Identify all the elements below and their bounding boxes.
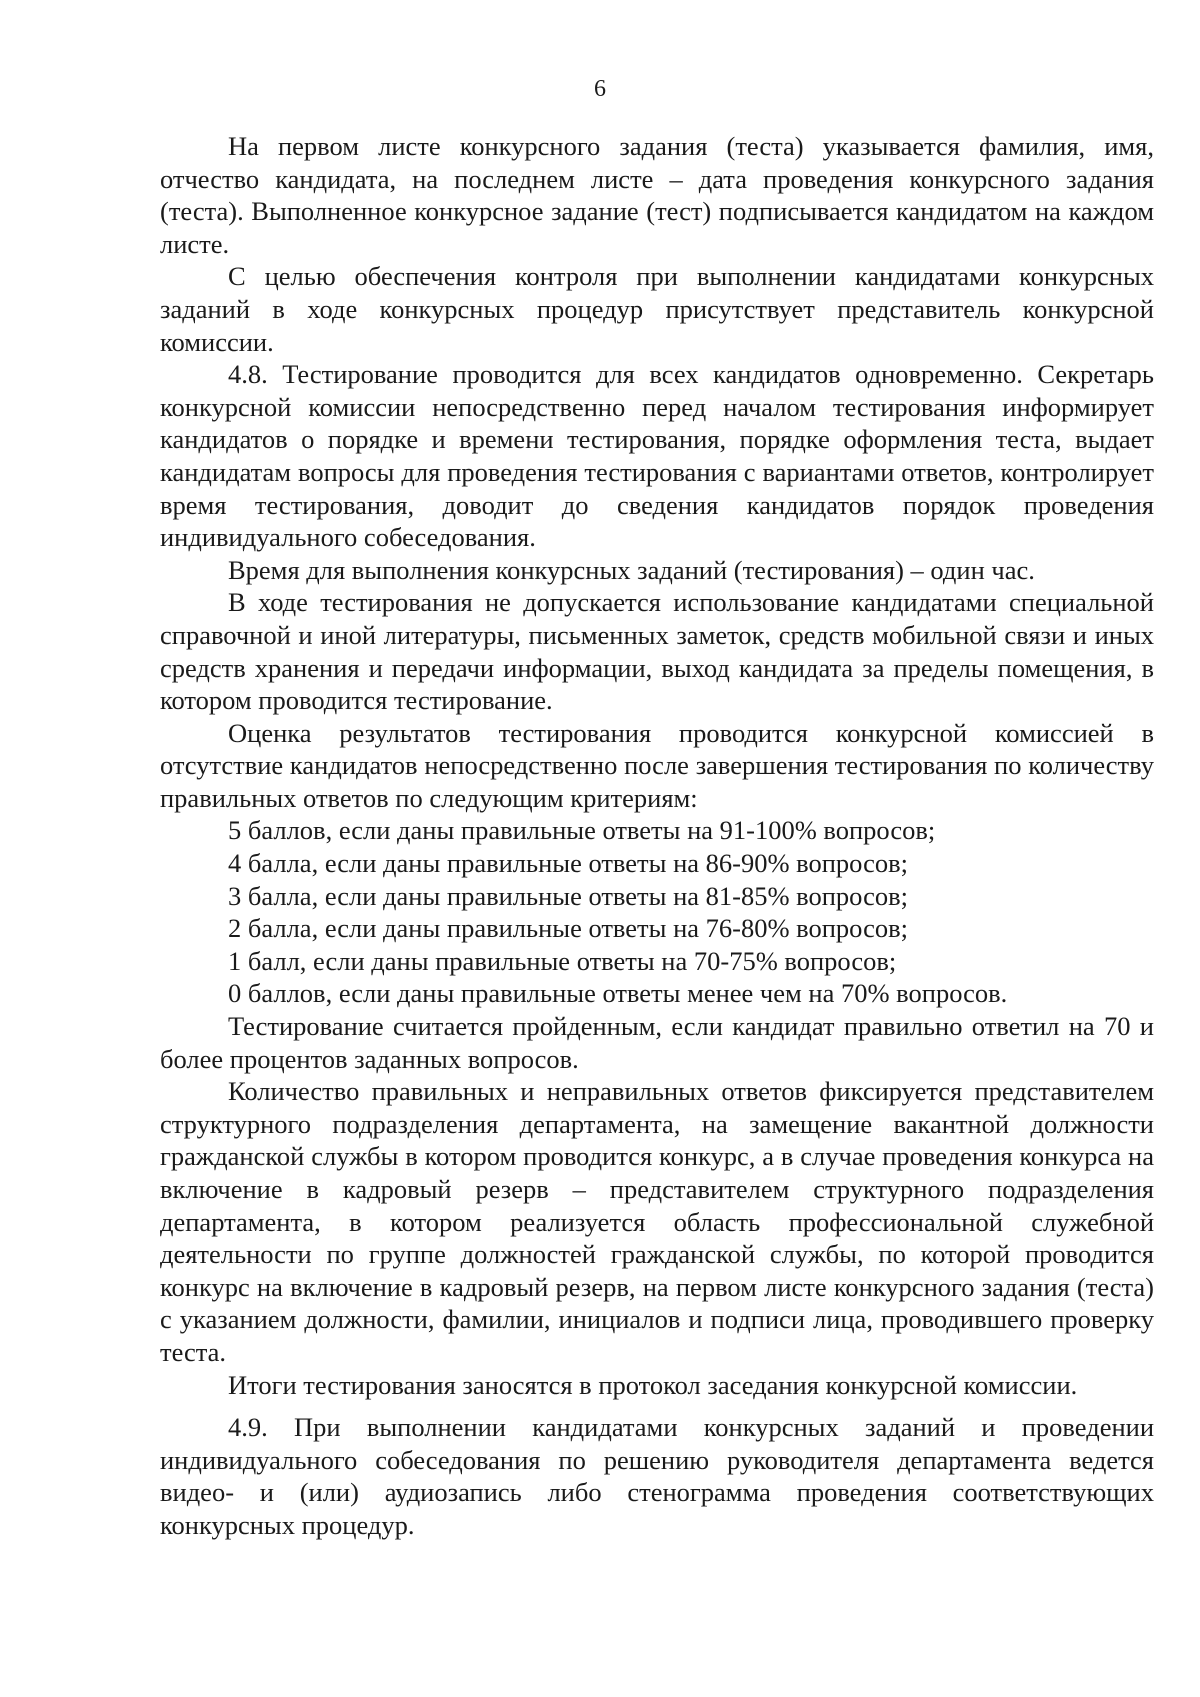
page-number: 6 bbox=[594, 76, 606, 102]
paragraph-control-representative: С целью обеспечения контроля при выполнении кандидатами конкурсных заданий в ходе конкурсных процедур присутствует представитель конкурсной комиссии. bbox=[160, 261, 1154, 357]
paragraph-test-passed: Тестирование считается пройденным, если кандидат правильно ответил на 70 и более процентов заданных вопросов. bbox=[160, 1011, 1154, 1074]
criteria-item: 2 балла, если даны правильные ответы на 76-80% вопросов; bbox=[228, 913, 908, 944]
paragraph-test-signature: На первом листе конкурсного задания (теста) указывается фамилия, имя, отчество кандидата, на последнем листе – дата проведения конкурсного задания (теста). Выполненное конкурсное задание (тест) подписывается кандидатом на каждом листе. bbox=[160, 131, 1154, 259]
document-body bbox=[160, 130, 1154, 1542]
criteria-item: 0 баллов, если даны правильные ответы менее чем на 70% вопросов. bbox=[228, 978, 1008, 1009]
paragraph-section-4-8: 4.8. Тестирование проводится для всех кандидатов одновременно. Секретарь конкурсной комиссии непосредственно перед началом тестирования информирует кандидатов о порядке и времени тестирования, порядке оформления теста, выдает кандидатам вопросы для проведения тестирования с вариантами ответов, контролирует время тестирования, доводит до сведения кандидатов порядок проведения индивидуального собеседования. bbox=[160, 359, 1154, 553]
paragraph-testing-time: Время для выполнения конкурсных заданий (тестирования) – один час. bbox=[228, 554, 1035, 585]
paragraph-evaluation: Оценка результатов тестирования проводится конкурсной комиссией в отсутствие кандидатов непосредственно после завершения тестирования по количеству правильных ответов по следующим критериям: bbox=[160, 717, 1154, 813]
criteria-item: 1 балл, если даны правильные ответы на 70-75% вопросов; bbox=[228, 945, 897, 976]
paragraph-testing-restrictions: В ходе тестирования не допускается использование кандидатами специальной справочной и иной литературы, письменных заметок, средств мобильной связи и иных средств хранения и передачи информации, выход кандидата за пределы помещения, в котором проводится тестирование. bbox=[160, 587, 1154, 716]
paragraph-results-protocol: Итоги тестирования заносятся в протокол заседания конкурсной комиссии. bbox=[228, 1369, 1078, 1400]
criteria-list bbox=[160, 814, 1154, 1010]
paragraph-section-4-9: 4.9. При выполнении кандидатами конкурсных заданий и проведении индивидуального собеседования по решению руководителя департамента ведется видео- и (или) аудиозапись либо стенограмма проведения соответствующих конкурсных процедур. bbox=[160, 1412, 1154, 1540]
criteria-item: 3 балла, если даны правильные ответы на 81-85% вопросов; bbox=[228, 880, 908, 911]
paragraph-gap bbox=[160, 1401, 1154, 1411]
criteria-item: 4 балла, если даны правильные ответы на 86-90% вопросов; bbox=[228, 848, 908, 879]
criteria-item: 5 баллов, если даны правильные ответы на 91-100% вопросов; bbox=[228, 815, 936, 846]
paragraph-answers-recorded: Количество правильных и неправильных ответов фиксируется представителем структурного подразделения департамента, на замещение вакантной должности гражданской службы в котором проводится конкурс, а в случае проведения конкурса на включение в кадровый резерв – представителем структурного подразделения департамента, в котором реализуется область профессиональной служебной деятельности по группе должностей гражданской службы, по которой проводится конкурс на включение в кадровый резерв, на первом листе конкурсного задания (теста) с указанием должности, фамилии, инициалов и подписи лица, проводившего проверку теста. bbox=[160, 1076, 1154, 1367]
